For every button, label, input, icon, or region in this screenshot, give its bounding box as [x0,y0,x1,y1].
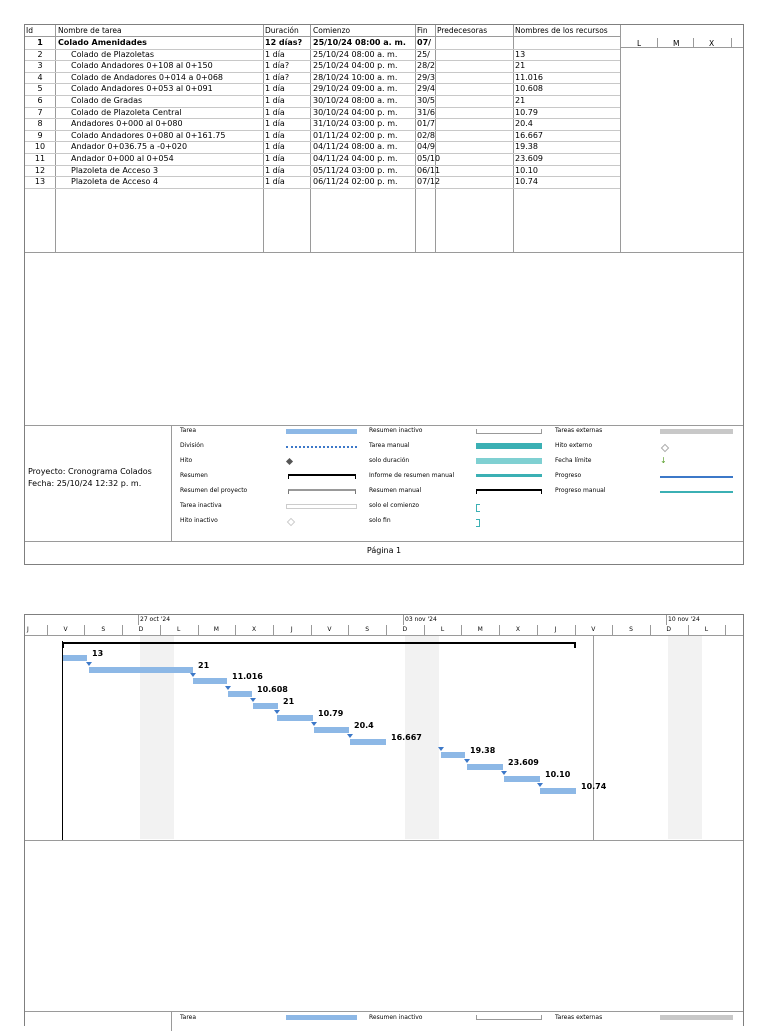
row-task-name[interactable]: Plazoleta de Acceso 3 [71,165,159,175]
inactive-milestone-icon [287,518,295,526]
link-arrow-icon [537,783,543,787]
row-duration[interactable]: 1 día [265,49,285,59]
row-predecessors: 6 [429,107,435,117]
row-task-name[interactable]: Colado Amenidades [58,38,147,47]
timescale-day: X [515,626,520,633]
header-start[interactable]: Comienzo [313,26,351,35]
timescale-day: M [477,626,483,633]
link-arrow-icon [274,710,280,714]
legend-swatch-manual-summary-rollup [476,474,542,477]
row-resources[interactable]: 11.016 [515,72,543,82]
legend-swatch-task [286,1015,357,1020]
timescale-day: X [251,626,257,633]
task-bar[interactable] [441,752,465,758]
row-resources[interactable]: 10.10 [515,165,538,175]
row-duration[interactable]: 1 día [265,107,285,117]
legend-top-line [25,425,743,426]
legend-label: Informe de resumen manual [369,472,455,479]
row-id: 10 [34,142,46,152]
legend-label: Progreso [555,472,582,479]
row-finish[interactable] [417,118,435,129]
legend-swatch-progress [660,476,733,478]
timescale-tick [725,625,726,635]
row-predecessors: 11 [429,165,441,175]
external-milestone-icon [661,444,669,452]
task-bar-label: 20.4 [354,721,374,730]
row-start[interactable]: 31/10/24 03:00 p. m. [313,119,398,129]
legend-swatch-external [660,429,733,434]
timescale-day: D [138,626,144,633]
legend-label: solo el comienzo [369,502,420,509]
row-finish[interactable] [417,141,435,152]
row-resources[interactable]: 19.38 [515,142,538,152]
legend-label: Tarea inactiva [180,502,222,509]
legend-label: solo duración [369,457,410,464]
row-start[interactable]: 05/11/24 03:00 p. m. [313,165,398,175]
row-finish[interactable] [417,95,435,106]
row-finish-text: 29/ [417,72,430,82]
legend-swatch-manual-task [476,443,542,449]
row-id: 4 [37,72,43,82]
row-predecessors: 2 [429,61,435,71]
timescale-week: 03 nov '24 [405,616,437,623]
row-task-name[interactable]: Andadores 0+000 al 0+080 [71,119,183,129]
table-bottom-line [25,252,743,253]
timescale-day: L [176,626,181,633]
row-predecessors: 7 [429,119,435,129]
legend-label: Tarea manual [369,442,410,449]
task-bar-label: 19.38 [470,746,496,755]
row-duration[interactable]: 1 día [265,177,285,187]
row-resources[interactable]: 10.608 [515,84,543,94]
row-task-name[interactable]: Andador 0+036.75 a -0+020 [71,142,188,152]
row-resources[interactable]: 23.609 [515,154,543,163]
legend-label: Hito inactivo [180,517,218,524]
header-finish[interactable]: Fin [417,26,428,35]
row-start[interactable]: 04/11/24 08:00 a. m. [313,142,398,152]
row-finish-text: 07/ [417,38,432,47]
legend-label-tarea: Tarea [180,1014,197,1021]
row-finish[interactable] [417,72,435,83]
row-finish-text: 29/ [417,84,430,94]
row-task-name[interactable]: Colado Andadores 0+080 al 0+161.75 [71,130,226,140]
row-finish-text: 30/ [417,96,430,105]
legend-swatch-external [660,1015,733,1020]
timescale-day: D [402,626,408,633]
col-line [55,25,56,252]
link-arrow-icon [347,734,353,738]
task-bar-label: 10.79 [318,709,344,718]
row-id: 1 [37,38,43,47]
timescale-tick [657,38,658,47]
row-finish[interactable] [417,176,440,187]
timescale-line [620,47,743,48]
timescale-week: 27 oct '24 [140,616,171,623]
nonworking-shading [668,636,702,839]
row-predecessors: 4 [429,84,435,94]
task-bar-label: 16.667 [391,733,422,742]
row-start[interactable]: 01/11/24 02:00 p. m. [313,130,398,140]
row-finish-text: 31/ [417,107,430,117]
timescale-day: V [327,626,332,633]
timescale-day: V [591,626,596,633]
row-id: 7 [37,107,43,117]
row-finish[interactable] [417,107,435,118]
timescale-day: V [63,626,68,633]
row-duration[interactable]: 1 día [265,84,285,94]
legend-label-tareas-externas: Tareas externas [555,1014,603,1021]
gantt-page [24,614,744,1026]
row-task-name[interactable]: Colado de Andadores 0+014 a 0+068 [71,72,224,82]
row-start[interactable]: 25/10/24 08:00 a. m. [313,49,398,59]
row-finish[interactable] [417,153,440,164]
row-start[interactable]: 25/10/24 04:00 p. m. [313,61,398,71]
col-line [415,25,416,252]
row-task-name[interactable]: Colado de Plazoleta Central [71,107,182,117]
task-bar[interactable] [193,678,227,684]
legend-label: Hito externo [555,442,593,449]
link-arrow-icon [225,686,231,690]
row-resources[interactable]: 21 [515,96,526,105]
timescale-day-x: X [709,39,715,48]
legend-label: Resumen inactivo [369,427,423,434]
row-duration[interactable]: 1 día? [265,72,290,82]
row-finish-text: 01/ [417,119,430,129]
project-name: Proyecto: Cronograma Colados [28,467,152,476]
header-duration[interactable]: Duración [265,26,299,35]
row-start[interactable]: 29/10/24 09:00 a. m. [313,84,398,94]
legend-swatch-manual-progress [660,491,733,493]
task-bar[interactable] [89,667,193,673]
timescale-day: S [365,626,370,633]
legend-divider [171,425,172,541]
row-duration[interactable]: 1 día? [265,61,290,71]
row-duration[interactable]: 1 día [265,119,285,129]
row-resources[interactable]: 21 [515,61,526,71]
timescale-line [25,635,743,636]
row-duration[interactable]: 12 días? [265,38,303,47]
row-predecessors: 3 [429,72,435,82]
legend-swatch-finish-only [476,519,480,527]
task-bar-label: 10.74 [581,782,607,791]
task-bar-label: 10.10 [545,770,571,779]
col-line [620,25,621,252]
legend-swatch-inactive-task [286,504,357,509]
row-finish-text: 02/ [417,130,430,140]
task-bar-label: 21 [198,661,210,670]
row-start[interactable]: 28/10/24 10:00 a. m. [313,72,398,82]
legend-swatch-project-summary [288,489,356,494]
page-number: Página 1 [366,546,402,555]
legend-label: División [180,442,204,449]
timescale-day: M [213,626,219,633]
row-id: 2 [37,49,43,59]
timescale-week: 10 nov '24 [668,616,700,623]
timescale-day: L [704,626,709,633]
legend-label: Tarea [180,427,197,434]
row-duration[interactable]: 1 día [265,154,285,163]
legend-swatch-duration-only [476,458,542,464]
header-id[interactable]: Id [26,26,33,35]
header-task-name[interactable]: Nombre de tarea [58,26,122,35]
header-predecessors[interactable]: Predecesoras [437,26,488,35]
link-arrow-icon [86,662,92,666]
timescale-day: J [554,626,557,633]
row-id: 12 [34,165,46,175]
legend-label: Resumen manual [369,487,422,494]
timescale-tick [666,615,667,625]
timescale-day: J [26,626,29,633]
row-predecessors: 12 [429,177,441,187]
timescale-tick [138,615,139,625]
col-line [435,25,436,252]
row-duration[interactable]: 1 día [265,130,285,140]
row-predecessors: 8 [429,130,435,140]
task-bar[interactable] [504,776,540,782]
row-task-name[interactable]: Colado Andadores 0+108 al 0+150 [71,61,213,71]
row-id: 11 [34,154,46,163]
timescale-day-l: L [637,39,642,48]
row-start[interactable]: 30/10/24 04:00 p. m. [313,107,398,117]
col-line [513,25,514,252]
row-line [25,188,620,189]
timescale-tick [693,38,694,47]
link-arrow-icon [250,698,256,702]
row-finish-text: 28/ [417,61,430,71]
row-task-name[interactable]: Colado de Gradas [71,96,143,105]
task-bar[interactable] [228,691,252,697]
row-finish[interactable] [417,130,435,141]
timescale-day: J [290,626,293,633]
row-start[interactable]: 30/10/24 08:00 a. m. [313,96,398,105]
row-id: 8 [37,119,43,129]
row-duration[interactable]: 1 día [265,142,285,152]
summary-bar[interactable] [62,642,576,644]
legend-swatch-task [286,429,357,434]
task-bar[interactable] [350,739,386,745]
legend-label-resumen-inactivo: Resumen inactivo [369,1014,423,1021]
row-id: 9 [37,130,43,140]
legend-swatch-split [286,446,357,448]
row-id: 3 [37,61,43,71]
legend-top-line [25,1011,743,1012]
timescale-tick [731,38,732,47]
table-page [24,24,744,565]
row-predecessors: 9 [429,142,435,152]
page-split-line [593,636,594,840]
row-duration[interactable]: 1 día [265,165,285,175]
deadline-arrow-icon: ↓ [660,456,667,465]
row-finish-text: 25/ [417,49,430,59]
legend-label: Progreso manual [555,487,606,494]
row-predecessors: 5 [429,96,435,105]
row-id: 6 [37,96,43,105]
task-bar[interactable] [467,764,503,770]
legend-label: Fecha límite [555,457,592,464]
legend-divider [171,1011,172,1031]
legend-swatch-start-only [476,504,480,512]
row-finish-text: 05/ [417,154,430,163]
task-bar-label: 11.016 [232,672,263,681]
legend-label: Hito [180,457,193,464]
row-resources[interactable]: 10.79 [515,107,538,117]
row-task-name[interactable]: Colado de Plazoletas [71,49,155,59]
row-id: 13 [34,177,46,187]
row-finish-text: 04/ [417,142,430,152]
legend-swatch-inactive-summary [476,1015,542,1020]
row-resources[interactable]: 20.4 [515,119,533,129]
link-arrow-icon [501,771,507,775]
row-finish[interactable] [417,83,435,94]
link-arrow-icon [311,722,317,726]
row-resources[interactable]: 10.74 [515,177,538,187]
legend-swatch-summary [288,474,356,479]
row-finish-text: 06/ [417,165,430,175]
timescale-day-m: M [673,39,680,48]
legend-label: solo fin [369,517,391,524]
task-bar[interactable] [314,727,349,733]
link-arrow-icon [464,759,470,763]
row-start[interactable]: 25/10/24 08:00 a. m. [313,38,406,47]
col-line [310,25,311,252]
task-bar[interactable] [253,703,278,709]
gantt-bottom-line [25,840,743,841]
row-start[interactable]: 04/11/24 04:00 p. m. [313,154,398,163]
task-bar-label: 10.608 [257,685,288,694]
timescale-day: D [666,626,672,633]
task-bar[interactable] [540,788,576,794]
legend-label: Tareas externas [555,427,603,434]
project-date: Fecha: 25/10/24 12:32 p. m. [28,479,142,488]
link-arrow-icon [438,747,444,751]
legend-bottom-line [25,541,743,542]
header-resources[interactable]: Nombres de los recursos [515,26,608,35]
legend-label: Resumen del proyecto [180,487,248,494]
timescale-day: S [629,626,633,633]
legend-swatch-inactive-summary [476,429,542,434]
row-task-name[interactable]: Andador 0+000 al 0+054 [71,154,174,163]
summary-bar-start [62,642,64,648]
legend-label: Resumen [180,472,208,479]
row-predecessors: 10 [429,154,441,163]
summary-bar-end [574,642,576,648]
row-finish[interactable] [417,60,435,71]
task-bar-label: 21 [283,697,295,706]
link-arrow-icon [190,673,196,677]
row-task-name[interactable]: Plazoleta de Acceso 4 [71,177,159,187]
row-finish-text: 07/ [417,177,430,187]
timescale-day: L [440,626,445,633]
row-start[interactable]: 06/11/24 02:00 p. m. [313,177,398,187]
row-resources[interactable]: 13 [515,49,526,59]
col-line [263,25,264,252]
timescale-day: S [101,626,106,633]
row-id: 5 [37,84,43,94]
milestone-icon [286,458,293,465]
row-finish[interactable] [417,165,440,176]
legend-swatch-manual-summary [476,489,542,494]
row-finish[interactable] [417,49,430,60]
task-bar[interactable] [63,655,87,661]
row-finish[interactable] [417,37,431,48]
task-bar-label: 23.609 [508,758,539,767]
project-start-line [62,641,63,840]
task-bar-label: 13 [92,649,104,658]
row-resources[interactable]: 16.667 [515,130,543,140]
task-bar[interactable] [277,715,313,721]
timescale-tick [403,615,404,625]
row-task-name[interactable]: Colado Andadores 0+053 al 0+091 [71,84,213,94]
row-duration[interactable]: 1 día [265,96,285,105]
